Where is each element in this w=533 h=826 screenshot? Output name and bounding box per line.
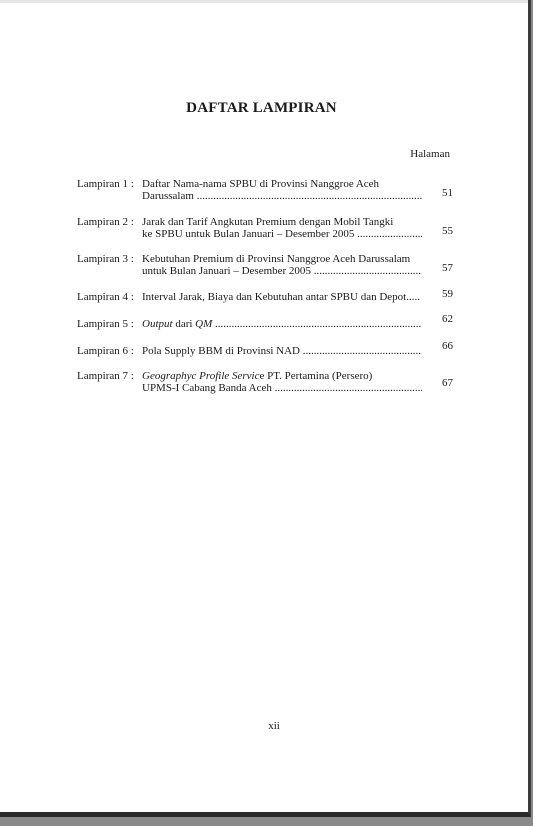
page-number: xii [268,720,280,732]
entry-title-line: Darussalam ..... [142,190,422,202]
entry-text [142,318,422,330]
entry-label: Lampiran 6 : [77,345,134,357]
list-item [77,253,453,277]
page-column-header: Halaman [410,148,450,160]
entry-page-number: 55 [442,225,453,237]
entry-label: Lampiran 2 : [77,216,134,228]
list-item [77,178,453,202]
entry-title-line: Daftar Nama-nama SPBU di Provinsi Nanggroe Aceh [142,178,380,190]
list-item [77,313,453,330]
entry-text [142,370,422,394]
entry-title-line: Kebutuhan Premium di Provinsi Nanggroe Aceh Darussalam [142,253,411,265]
list-item [77,370,453,394]
entry-title-line: Pola Supply BBM di Provinsi NAD ..... [142,345,422,357]
page-title: DAFTAR LAMPIRAN [186,100,337,116]
entry-page-number: 59 [442,288,453,300]
entry-label: Lampiran 5 : [77,318,134,330]
entry-text [142,253,422,277]
entry-label: Lampiran 7 : [77,370,134,382]
entry-page-number: 57 [442,262,453,274]
entry-title-line: ke SPBU untuk Bulan Januari – Desember 2005 ..... [142,228,422,240]
entry-title-line: Interval Jarak, Biaya dan Kebutuhan antar SPBU dan Depot..... [142,291,420,303]
list-item [77,288,453,303]
entry-text [142,216,422,240]
entry-label: Lampiran 1 : [77,178,134,190]
entry-page-number: 62 [442,313,453,325]
entry-text [142,345,422,357]
entry-text [142,178,422,202]
entry-title-line: UPMS-I Cabang Banda Aceh ..... [142,382,422,394]
entry-title-line: untuk Bulan Januari – Desember 2005 ..... [142,265,422,277]
entry-title-line: Geographyc Profile Service PT. Pertamina (Persero) [142,370,373,382]
entry-label: Lampiran 3 : [77,253,134,265]
entry-label: Lampiran 4 : [77,291,134,303]
entry-page-number: 66 [442,340,453,352]
list-item [77,340,453,357]
entry-text [142,291,422,303]
entry-title-line: Output dari QM ..... [142,318,422,330]
entry-title-line: Jarak dan Tarif Angkutan Premium dengan Mobil Tangki [142,216,394,228]
list-item [77,216,453,240]
entry-page-number: 67 [442,377,453,389]
entry-page-number: 51 [442,187,453,199]
